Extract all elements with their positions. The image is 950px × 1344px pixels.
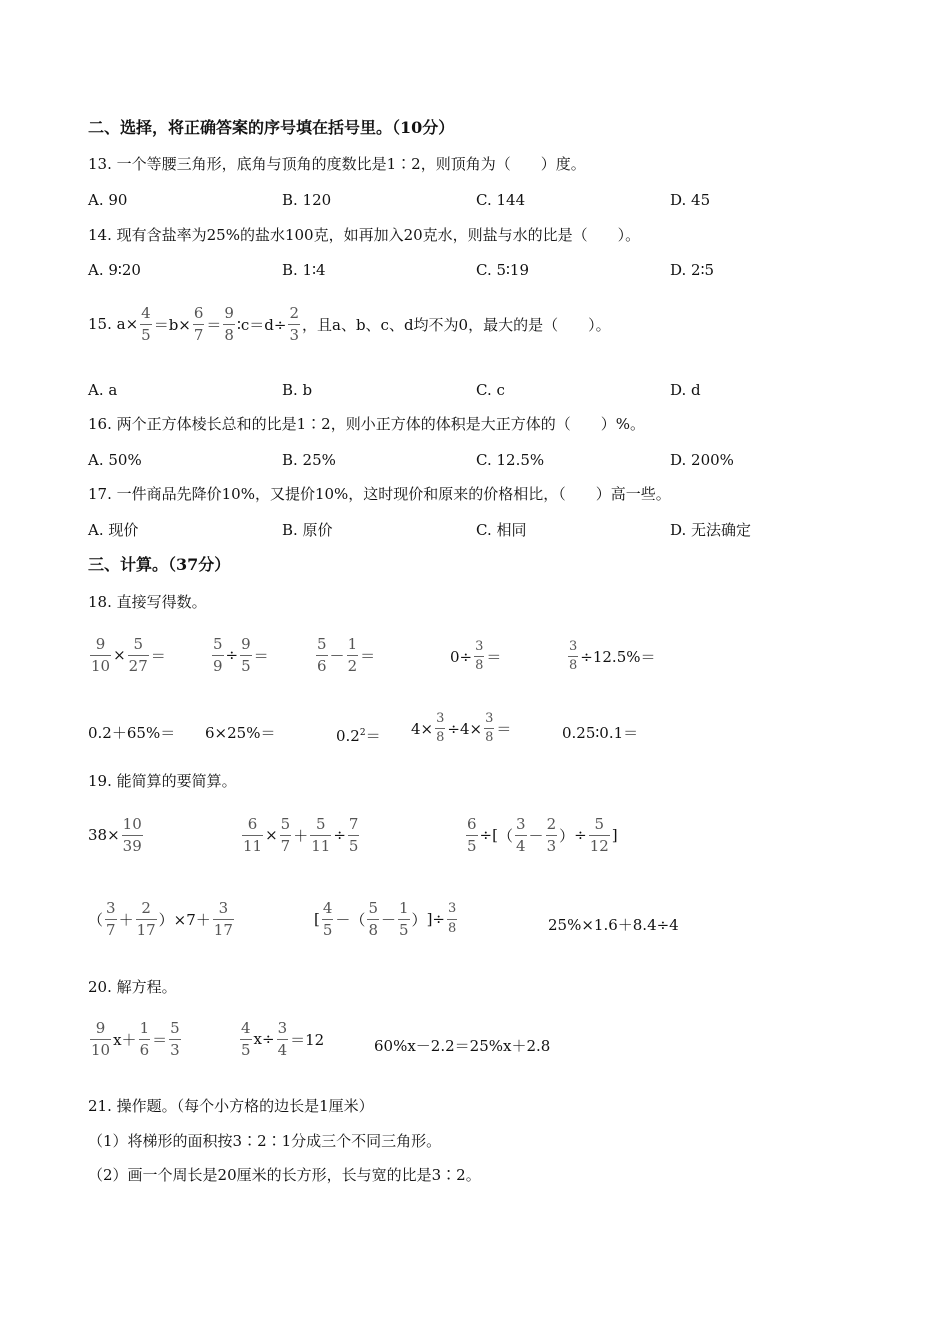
q17-option-b: B. 原价 <box>282 521 333 539</box>
fraction-5-7: $\frac{5}{7}$ <box>280 815 291 855</box>
q15-option-c: C. c <box>476 381 505 399</box>
question-13: 13. 一个等腰三角形，底角与顶角的度数比是1∶2，则顶角为（ ）度。 <box>88 155 586 173</box>
question-21: 21. 操作题。（每个小方格的边长是1厘米） <box>88 1097 374 1115</box>
q14-option-a: A. 9∶20 <box>88 261 141 279</box>
q18-expr-9: 4× $\frac{3}{8}$ ÷4× $\frac{3}{8}$ ＝ <box>411 711 512 746</box>
q19-expr-6: 25%×1.6＋8.4÷4 <box>548 916 679 934</box>
fraction-4-5: $\frac{4}{5}$ <box>241 1019 251 1059</box>
q15-prefix: 15. a× <box>88 315 139 333</box>
fraction-9-8: $\frac{9}{8}$ <box>224 304 234 344</box>
q16-option-d: D. 200% <box>670 451 734 469</box>
fraction-3-17: $\frac{3}{17}$ <box>213 899 233 939</box>
q15-eq2: ＝ <box>206 315 222 334</box>
fraction-1-2: $\frac{1}{2}$ <box>347 635 358 675</box>
fraction-6-11: $\frac{6}{11}$ <box>243 815 263 855</box>
q15-suffix: ，且a、b、c、d均不为0，最大的是（ ）。 <box>302 315 611 334</box>
fraction-3-7: $\frac{3}{7}$ <box>106 899 116 939</box>
q17-option-d: D. 无法确定 <box>670 521 752 539</box>
question-19: 19. 能简算的要简算。 <box>88 772 237 790</box>
q14-option-d: D. 2∶5 <box>670 261 715 279</box>
question-18: 18. 直接写得数。 <box>88 593 207 611</box>
fraction-2-3: $\frac{2}{3}$ <box>289 304 299 344</box>
fraction-3-8: $\frac{3}{8}$ <box>448 901 457 936</box>
q19-expr-5: [ $\frac{4}{5}$ － （ $\frac{5}{8}$ － $\frac{1}{5}$ ） ] ÷ $\frac{3}{8}$ <box>314 899 457 939</box>
question-21-part-1: （1）将梯形的面积按3∶2∶1分成三个不同三角形。 <box>88 1132 442 1150</box>
fraction-4-5: $\frac{4}{5}$ <box>141 304 151 344</box>
q13-option-d: D. 45 <box>670 191 711 209</box>
fraction-7-5: $\frac{7}{5}$ <box>348 815 359 855</box>
q18-expr-2: $\frac{5}{9}$ ÷ $\frac{9}{5}$ ＝ <box>213 635 269 675</box>
question-20: 20. 解方程。 <box>88 978 177 996</box>
section-2-title: 二、选择，将正确答案的序号填在括号里。（10分） <box>88 118 455 137</box>
q15-option-a: A. a <box>88 381 118 399</box>
q18-expr-4: 0 ÷ $\frac{3}{8}$ ＝ <box>450 639 502 674</box>
q18-expr-7: 6×25%＝ <box>205 724 276 742</box>
q13-option-b: B. 120 <box>282 191 332 209</box>
question-14: 14. 现有含盐率为25%的盐水100克，如再加入20克水，则盐与水的比是（ ）。 <box>88 226 641 244</box>
q14-option-c: C. 5∶19 <box>476 261 530 279</box>
fraction-5-27: $\frac{5}{27}$ <box>128 635 148 675</box>
q17-option-c: C. 相同 <box>476 521 527 539</box>
fraction-2-17: $\frac{2}{17}$ <box>136 899 156 939</box>
fraction-2-3: $\frac{2}{3}$ <box>546 815 557 855</box>
fraction-9-10: $\frac{9}{10}$ <box>91 635 111 675</box>
fraction-4-5: $\frac{4}{5}$ <box>322 899 333 939</box>
q18-expr-1: $\frac{9}{10}$ × $\frac{5}{27}$ ＝ <box>91 635 166 675</box>
q13-option-a: A. 90 <box>88 191 128 209</box>
q15-mid: ∶c＝d÷ <box>236 315 287 334</box>
fraction-5-8: $\frac{5}{8}$ <box>368 899 378 939</box>
fraction-1-6: $\frac{1}{6}$ <box>139 1019 150 1059</box>
q13-option-c: C. 144 <box>476 191 526 209</box>
q20-equation-1: $\frac{9}{10}$ x＋ $\frac{1}{6}$ ＝ $\frac{5}{3}$ <box>91 1019 180 1059</box>
fraction-3-8: $\frac{3}{8}$ <box>436 711 445 746</box>
fraction-3-4: $\frac{3}{4}$ <box>277 1019 288 1059</box>
fraction-5-6: $\frac{5}{6}$ <box>317 635 327 675</box>
fraction-9-10: $\frac{9}{10}$ <box>91 1019 111 1059</box>
fraction-3-8: $\frac{3}{8}$ <box>475 639 484 674</box>
q16-option-a: A. 50% <box>88 451 142 469</box>
q18-expr-3: $\frac{5}{6}$ － $\frac{1}{2}$ ＝ <box>317 635 376 675</box>
q18-expr-5: $\frac{3}{8}$ ÷12.5%＝ <box>569 639 656 674</box>
q18-expr-8: $0.2^2=$ <box>336 727 381 745</box>
q15-option-b: B. b <box>282 381 313 399</box>
q16-option-c: C. 12.5% <box>476 451 545 469</box>
fraction-6-7: $\frac{6}{7}$ <box>193 304 204 344</box>
fraction-9-5: $\frac{9}{5}$ <box>241 635 251 675</box>
question-21-part-2: （2）画一个周长是20厘米的长方形，长与宽的比是3∶2。 <box>88 1166 481 1184</box>
section-3-title: 三、计算。（37分） <box>88 555 231 574</box>
fraction-6-5: $\frac{6}{5}$ <box>467 815 477 855</box>
q19-expr-4: （ $\frac{3}{7}$ ＋ $\frac{2}{17}$ ）×7＋ $\frac{3}{17}$ <box>88 899 233 939</box>
fraction-3-8: $\frac{3}{8}$ <box>485 711 494 746</box>
fraction-10-39: $\frac{10}{39}$ <box>122 815 142 855</box>
q19-expr-1: 38× $\frac{10}{39}$ <box>88 815 142 855</box>
q15-eq1: ＝b× <box>153 315 191 334</box>
q16-option-b: B. 25% <box>282 451 336 469</box>
fraction-5-12: $\frac{5}{12}$ <box>589 815 609 855</box>
q15-option-d: D. d <box>670 381 701 399</box>
fraction-5-3: $\frac{5}{3}$ <box>170 1019 180 1059</box>
question-17: 17. 一件商品先降价10%，又提价10%，这时现价和原来的价格相比，（ ）高一些。 <box>88 485 671 503</box>
q19-expr-3: $\frac{6}{5}$ ÷ [ （ $\frac{3}{4}$ － $\frac{2}{3}$ ） ÷ $\frac{5}{12}$ ] <box>467 815 618 855</box>
q18-expr-10: 0.25∶0.1＝ <box>562 724 639 742</box>
q17-option-a: A. 现价 <box>88 521 139 539</box>
question-16: 16. 两个正方体棱长总和的比是1∶2，则小正方体的体积是大正方体的（ ）%。 <box>88 415 645 433</box>
q20-equation-2: $\frac{4}{5}$ x÷ $\frac{3}{4}$ ＝12 <box>241 1019 325 1059</box>
question-15 <box>88 305 611 343</box>
fraction-3-4: $\frac{3}{4}$ <box>516 815 526 855</box>
fraction-1-5: $\frac{1}{5}$ <box>399 899 409 939</box>
q18-expr-6: 0.2＋65%＝ <box>88 724 176 742</box>
q14-option-b: B. 1∶4 <box>282 261 326 279</box>
q19-expr-2: $\frac{6}{11}$ × $\frac{5}{7}$ ＋ $\frac{5}{11}$ ÷ $\frac{7}{5}$ <box>243 815 359 855</box>
fraction-5-9: $\frac{5}{9}$ <box>213 635 223 675</box>
q20-equation-3: 60%x－2.2＝25%x＋2.8 <box>374 1037 551 1055</box>
fraction-3-8: $\frac{3}{8}$ <box>569 639 578 674</box>
fraction-5-11: $\frac{5}{11}$ <box>311 815 331 855</box>
